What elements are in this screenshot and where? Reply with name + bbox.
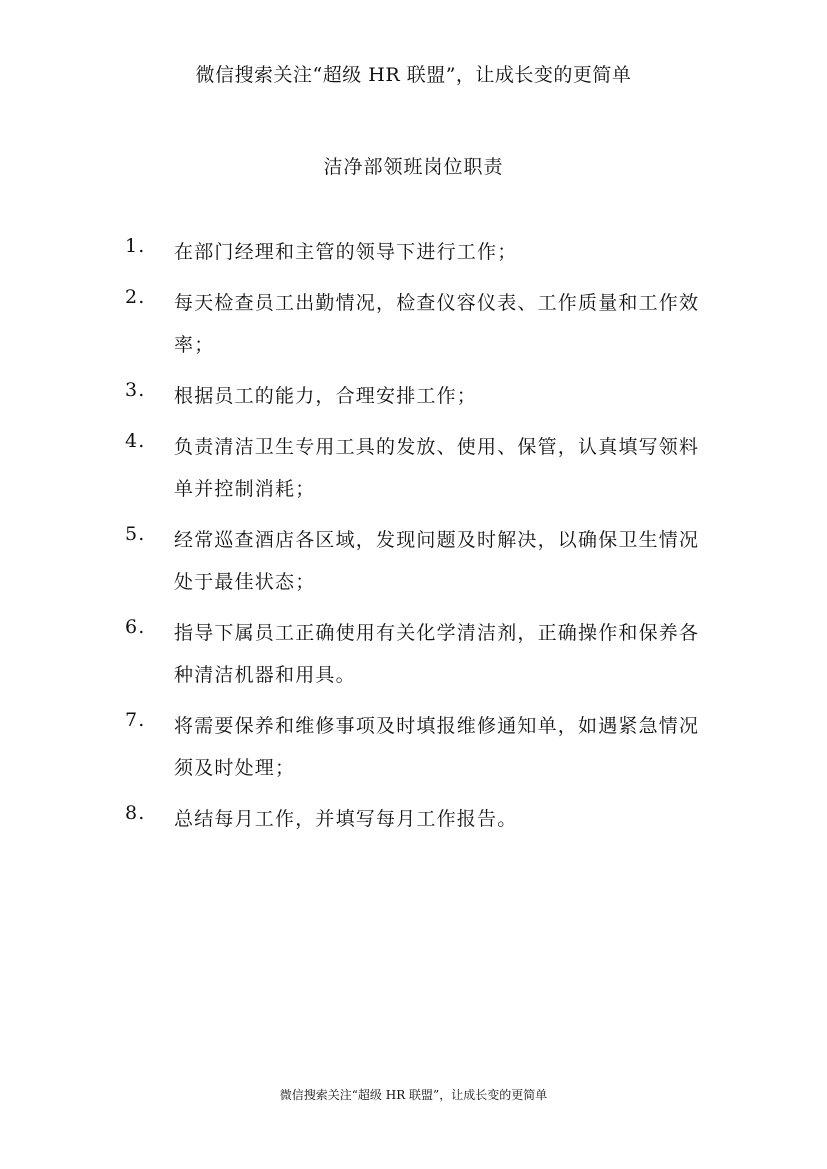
- duty-list: [125, 236, 715, 854]
- duty-number: 3.: [125, 379, 146, 401]
- page-header: 微信搜索关注“超级 HR 联盟”，让成长变的更简单: [195, 64, 632, 86]
- duty-item: [125, 798, 715, 840]
- duty-text: 经常巡查酒店各区域，发现问题及时解决，以确保卫生情况处于最佳状态；: [174, 529, 700, 593]
- duty-item: [125, 612, 715, 696]
- duty-number: 8.: [125, 802, 146, 824]
- page-footer: 微信搜索关注“超级 HR 联盟”，让成长变的更简单: [279, 1088, 548, 1102]
- duty-text: 将需要保养和维修事项及时填报维修通知单，如遇紧急情况须及时处理；: [174, 715, 700, 779]
- duty-number: 5.: [125, 523, 146, 545]
- duty-text: 总结每月工作，并填写每月工作报告。: [174, 808, 518, 830]
- duty-item: [125, 282, 715, 366]
- duty-text: 负责清洁卫生专用工具的发放、使用、保管，认真填写领料单并控制消耗；: [174, 436, 700, 500]
- duty-text: 每天检查员工出勤情况，检查仪容仪表、工作质量和工作效率；: [174, 292, 700, 356]
- duty-item: [125, 375, 715, 417]
- duty-text: 在部门经理和主管的领导下进行工作；: [174, 241, 518, 263]
- duty-number: 4.: [125, 430, 146, 452]
- duty-text: 根据员工的能力，合理安排工作；: [174, 385, 478, 407]
- duty-item: [125, 426, 715, 510]
- duty-number: 1.: [125, 235, 146, 257]
- duty-number: 6.: [125, 616, 146, 638]
- duty-text: 指导下属员工正确使用有关化学清洁剂，正确操作和保养各种清洁机器和用具。: [174, 622, 700, 686]
- duty-item: [125, 705, 715, 789]
- duty-number: 7.: [125, 709, 146, 731]
- duty-number: 2.: [125, 286, 146, 308]
- document-title: 洁净部领班岗位职责: [323, 156, 504, 178]
- duty-item: [125, 231, 715, 273]
- duty-item: [125, 519, 715, 603]
